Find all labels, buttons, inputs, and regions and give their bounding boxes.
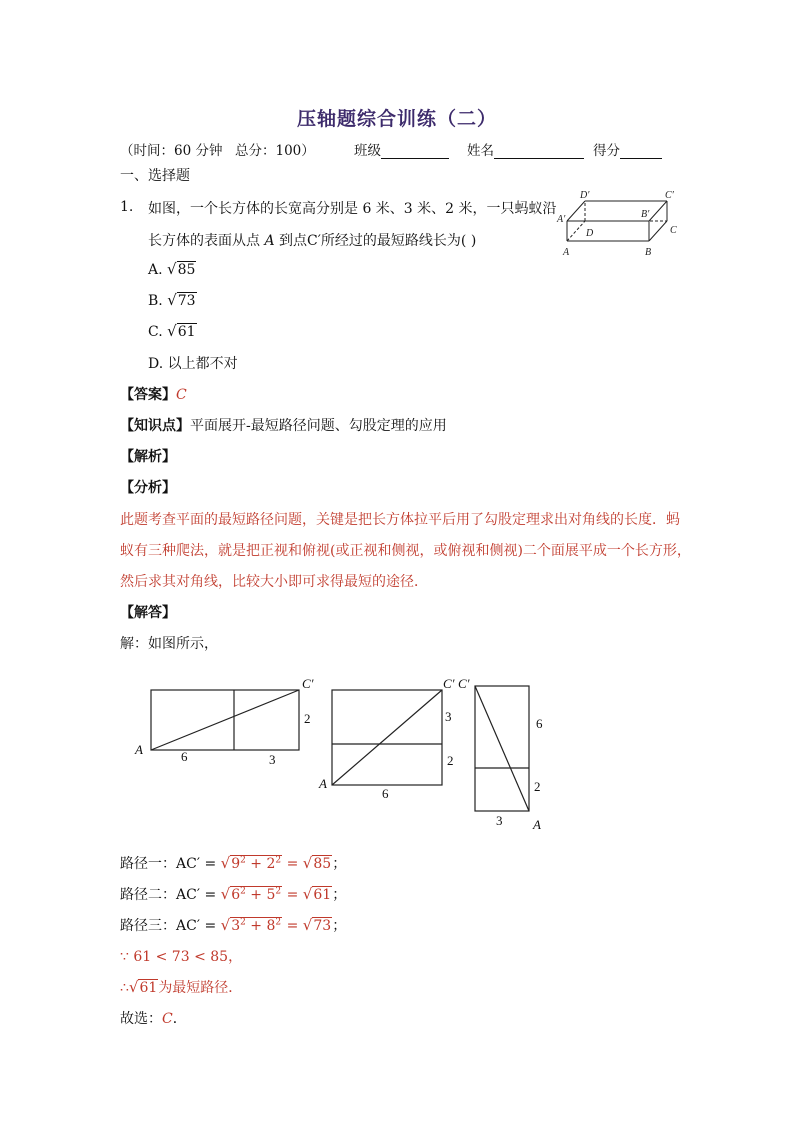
sqrt: √85 — [167, 260, 196, 278]
net2-diagonal — [332, 690, 442, 785]
sqrt: √61 — [167, 322, 196, 340]
net2-label-2: 2 — [447, 753, 454, 768]
net1-label-2: 2 — [304, 711, 311, 726]
label-c-prime: C′ — [665, 190, 674, 201]
name-blank — [494, 144, 584, 159]
points-blank — [620, 144, 662, 159]
class-blank — [381, 144, 449, 159]
option-d: D. 以上都不对 — [148, 356, 238, 372]
label-a-prime: A′ — [557, 214, 566, 225]
sqrt: √61 — [128, 978, 158, 996]
fenxi-line-3: 然后求其对角线，比较大小即可求得最短的途径． — [120, 574, 428, 590]
net3-diagonal — [475, 686, 529, 811]
net2-label-a: A — [319, 776, 327, 791]
knowledge-line: 【知识点】平面展开-最短路径问题、勾股定理的应用 — [120, 418, 447, 434]
question-text-line2: 长方体的表面从点 A 到点C′所经过的最短路线长为( ) — [148, 233, 477, 249]
sqrt: √73 — [302, 916, 332, 934]
option-b: B. √73 — [148, 291, 196, 309]
edge-ad-hidden — [567, 221, 585, 241]
path-three: 路径三：$AC' = √3^2 + 8^2 = √73$； — [120, 916, 347, 934]
net1-label-a: A — [135, 742, 143, 757]
score-label: 总分：100） — [235, 143, 315, 159]
cuboid-figure — [555, 188, 685, 260]
sqrt: √61 — [302, 885, 332, 903]
net1-diagonal — [151, 690, 299, 750]
fenxi-label: 【分析】 — [120, 480, 176, 496]
solution-label: 【解答】 — [120, 605, 176, 621]
label-d-prime: D′ — [580, 190, 590, 201]
class-label: 班级 — [354, 143, 381, 159]
net3-label-c: C′ — [458, 676, 470, 691]
class-field — [354, 139, 449, 159]
option-c: C. √61 — [148, 322, 196, 340]
label-b: B — [645, 247, 652, 258]
net1-label-c: C′ — [302, 676, 314, 691]
net3-label-6: 6 — [536, 716, 543, 731]
net3-label-3: 3 — [496, 813, 503, 828]
net2-label-c: C′ — [443, 676, 455, 691]
therefore-line: ∴√61为最短路径． — [120, 978, 243, 996]
name-label: 姓名 — [467, 143, 494, 159]
net2-label-6: 6 — [382, 786, 389, 801]
sqrt: $√6^2 + 5^2$ — [220, 885, 282, 903]
label-d: D — [586, 228, 594, 239]
time-label: （时间：60 分钟 — [120, 143, 223, 159]
label-c: C — [670, 225, 677, 236]
sqrt: $√9^2 + 2^2$ — [220, 854, 282, 872]
page-title: 压轴题综合训练（二） — [296, 108, 497, 130]
sqrt: √73 — [167, 291, 196, 309]
option-a: A. √85 — [148, 260, 196, 278]
unfolded-nets-figure — [125, 670, 565, 835]
edge-ad-top — [567, 201, 585, 221]
label-b-prime: B′ — [641, 209, 650, 220]
net3-label-a: A — [533, 817, 541, 832]
points-label: 得分 — [593, 143, 620, 159]
edge-bc-top — [649, 201, 667, 221]
fenxi-line-2: 蚁有三种爬法，就是把正视和俯视(或正视和侧视，或俯视和侧视)二个面展平成一个长方形， — [120, 543, 691, 559]
solution-intro: 解：如图所示， — [120, 636, 218, 652]
question-number: 1. — [120, 199, 134, 215]
name-field — [467, 139, 584, 159]
path-one: 路径一：$AC' = √9^2 + 2^2 = √85$； — [120, 854, 347, 872]
sqrt: √85 — [302, 854, 332, 872]
section-heading: 一、选择题 — [120, 168, 190, 184]
points-field — [593, 139, 662, 159]
net1-label-3: 3 — [269, 752, 276, 767]
because-line: ∵ 61 < 73 < 85， — [120, 949, 243, 965]
edge-bc — [649, 221, 667, 241]
choice-line: 故选：C． — [120, 1011, 187, 1027]
net2-label-3: 3 — [445, 709, 452, 724]
path-two: 路径二：$AC' = √6^2 + 5^2 = √61$； — [120, 885, 347, 903]
sqrt: $√3^2 + 8^2$ — [220, 916, 282, 934]
question-text-line1: 如图，一个长方体的长宽高分别是 6 米、3 米、2 米，一只蚂蚁沿 — [148, 201, 557, 217]
net1-label-6: 6 — [181, 749, 188, 764]
answer-line: 【答案】C — [120, 387, 187, 403]
net3-label-2: 2 — [534, 779, 541, 794]
fenxi-line-1: 此题考查平面的最短路径问题，关键是把长方体拉平后用了勾股定理求出对角线的长度．蚂 — [120, 512, 680, 528]
label-a: A — [563, 247, 570, 258]
analysis-label: 【解析】 — [120, 449, 176, 465]
